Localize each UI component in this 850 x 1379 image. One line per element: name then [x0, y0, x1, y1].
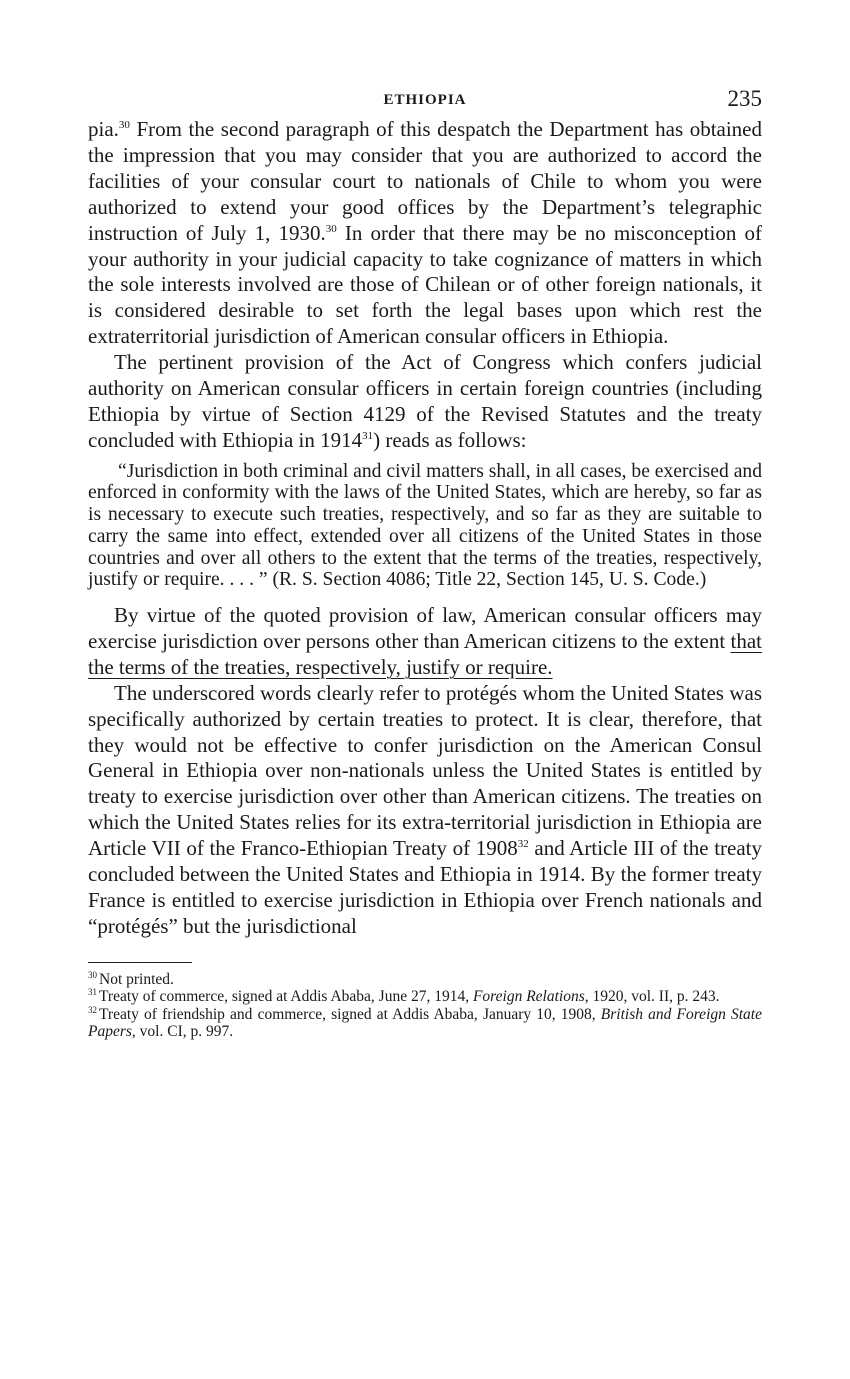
underscored-words: that the terms of the treaties, respectively, justify or require.	[88, 628, 762, 679]
footnote-ref-31[interactable]: 31	[362, 429, 374, 442]
footnote-rule	[88, 962, 192, 963]
paragraph-3: By virtue of the quoted provision of law, American consular officers may exercise jurisdiction over persons other than American citizens to the extent that the terms of the treaties, respectively, justify or require.	[88, 603, 762, 679]
footnote-31: $^{31}$ Treaty of commerce, signed at Addis Ababa, June 27, 1914, Foreign Relations, 1920, vol. II, p. 243.	[88, 987, 720, 1006]
document-page	[88, 84, 762, 1041]
page-number: 235	[727, 86, 762, 111]
paragraph-4: The underscored words clearly refer to protégés whom the United States was specifically authorized by certain treaties to protect. It is clear, therefore, that they would not be effective to confer jurisdiction on the American Consul General in Ethiopia over non-nationals unless the United States is entitled by treaty to exercise jurisdiction over other than American citizens. The treaties on which the United States relies for its extra-territorial jurisdiction in Ethiopia are Article VII of the Franco-Ethiopian Treaty of 1908$^{32}$ and Article III of the treaty concluded between the United States and Ethiopia in 1914. By the former treaty France is entitled to exercise jurisdiction in Ethiopia over French nationals and “protégés” but the jurisdictional	[88, 680, 762, 938]
footnote-ref-30[interactable]: 30	[118, 119, 130, 131]
paragraph-2: The pertinent provision of the Act of Congress which confers judicial authority on American consular officers in certain foreign countries (including Ethiopia by virtue of Section 4129 of the Revised Statutes and the treaty concluded with Ethiopia in 1914$^{31}$) reads as follows:	[88, 350, 762, 452]
page-header	[88, 84, 762, 118]
footnote-ref-30[interactable]: 30	[325, 222, 337, 235]
running-head: ETHIOPIA	[383, 92, 467, 108]
block-quote: “Jurisdiction in both criminal and civil matters shall, in all cases, be exercised and enforced in conformity with the laws of the United States, which are hereby, so far as is necessary to execute such treaties, respectively, and so far as they are suitable to carry the same into effect, extended over all citizens of the United States in those countries and over all others to the extent that the terms of the treaties, respectively, justify or require. . . . ” (R. S. Section 4086; Title 22, Section 145, U. S. Code.)	[88, 460, 762, 591]
footnote-32: $^{32}$ Treaty of friendship and commerce, signed at Addis Ababa, January 10, 1908, British and Foreign State Papers, vol. CI, p. 997.	[88, 1004, 762, 1041]
footnote-30: $^{30}$ Not printed.	[88, 969, 174, 988]
footnote-ref-32[interactable]: 32	[517, 838, 529, 851]
paragraph-1: pia.$^{30}$ From the second paragraph of this despatch the Department has obtained the impression that you may consider that you are authorized to accord the facilities of your consular court to nationals of Chile to whom you were authorized to extend your good offices by the Department’s telegraphic instruction of July 1, 1930.30 In order that there may be no misconception of your authority in your judicial capacity to take cognizance of matters in which the sole interests involved are those of Chilean or of other foreign nationals, it is considered desirable to set forth the legal bases upon which rest the extraterritorial jurisdiction of American consular officers in Ethiopia.	[88, 117, 762, 349]
